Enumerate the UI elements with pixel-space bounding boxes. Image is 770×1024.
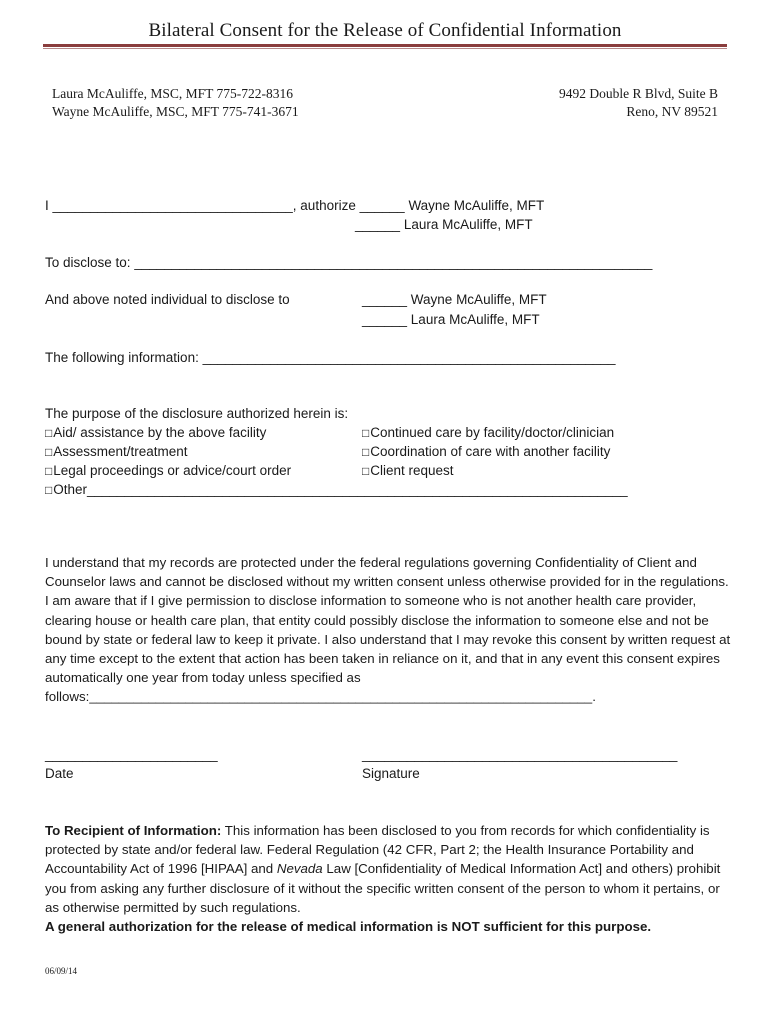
date-label: Date	[45, 766, 74, 781]
above-noted-label: And above noted individual to disclose to	[45, 292, 290, 307]
authorize-laura-line	[355, 215, 533, 234]
authorize-laura-field[interactable]: ______	[355, 217, 401, 232]
checkbox-icon[interactable]: □	[362, 445, 370, 459]
title-rule-thick	[43, 44, 727, 47]
document-title: Bilateral Consent for the Release of Confidential Information	[148, 20, 622, 41]
purpose-option-label: Assessment/treatment	[53, 444, 188, 459]
purpose-option-continued-care[interactable]	[362, 423, 614, 443]
following-info-line	[45, 348, 616, 367]
provider-wayne: Wayne McAuliffe, MSC, MFT 775-741-3671	[52, 104, 299, 119]
above-noted-wayne[interactable]: ______ Wayne McAuliffe, MFT	[362, 292, 547, 307]
recipient-text	[45, 821, 735, 917]
purpose-option-label: Continued care by facility/doctor/clinician	[370, 425, 615, 440]
provider-laura: Laura McAuliffe, MSC, MFT 775-722-8316	[52, 86, 293, 101]
recipient-state: Nevada	[276, 861, 323, 877]
checkbox-icon[interactable]: □	[45, 445, 53, 459]
checkbox-icon[interactable]: □	[45, 426, 53, 440]
purpose-heading: The purpose of the disclosure authorized herein is:	[45, 406, 349, 421]
understanding-paragraph	[45, 553, 735, 707]
date-line[interactable]: _______________________	[45, 747, 218, 762]
checkbox-icon[interactable]: □	[362, 464, 370, 478]
signature-line[interactable]: __________________________________________	[362, 747, 678, 762]
purpose-option-assessment[interactable]	[45, 442, 188, 462]
recipient-bold-notice	[45, 917, 735, 936]
following-info-field[interactable]: _______________________________________________________	[202, 350, 616, 365]
signature-label: Signature	[362, 766, 420, 781]
purpose-option-aid[interactable]	[45, 423, 266, 443]
authorize-wayne-label: Wayne McAuliffe, MFT	[408, 198, 545, 213]
address-line1: 9492 Double R Blvd, Suite B	[558, 86, 718, 101]
purpose-option-coordination[interactable]	[362, 442, 610, 462]
recipient-bold-text: A general authorization for the release of medical information is NOT sufficient for this purpose.	[45, 919, 652, 935]
following-info-label: The following information:	[45, 350, 199, 365]
checkbox-icon[interactable]: □	[45, 464, 53, 478]
purpose-option-label: Other________________________________________________________________________	[53, 482, 628, 497]
purpose-option-other[interactable]	[45, 480, 628, 500]
authorize-wayne-field[interactable]: ______	[359, 198, 405, 213]
purpose-option-client-request[interactable]	[362, 461, 454, 481]
checkbox-icon[interactable]: □	[362, 426, 370, 440]
recipient-notice	[45, 821, 735, 936]
footer-date: 06/09/14	[45, 966, 78, 976]
recipient-text-part2: Law [Confidentiality of Medical Information Act] and others) prohibit you from asking any further disclosure of it without the specific written consent of the person to whom it pertains, or as otherwise permitted by such regulations.	[45, 861, 721, 915]
disclose-to-field[interactable]: _____________________________________________________________________	[134, 255, 653, 270]
disclose-to-line	[45, 253, 652, 272]
authorize-text: , authorize	[292, 198, 356, 213]
authorize-line	[45, 196, 544, 215]
purpose-option-label: Coordination of care with another facility	[370, 444, 611, 459]
recipient-label: To Recipient of Information:	[45, 823, 222, 838]
purpose-option-label: Aid/ assistance by the above facility	[53, 425, 267, 440]
recipient-text-part1: This information has been disclosed to you from records for which confidentiality is protected by state and/or federal law. Federal Regulation (42 CFR, Part 2; the Health Insurance Portability and Accountability Act of 1996 [HIPAA] and	[45, 823, 710, 877]
address-line2: Reno, NV 89521	[626, 104, 718, 119]
authorize-prefix: I	[45, 198, 49, 213]
understanding-text: I understand that my records are protected under the federal regulations governing Confidentiality of Client and Counselor laws and cannot be disclosed without my written consent unless otherwise provided for in the regulations. I am aware that if I give permission to disclose information to someone who is not another health care provider, clearing house or health care plan, that entity could possibly disclose the information to someone else and not be bound by state or federal law to keep it private. I also understand that I may revoke this consent by written request at any time except to the extent that action has been taken in reliance on it, and that in any event this consent expires automatically one year from today unless specified as follows:____________________________________________________________________.	[45, 555, 731, 705]
purpose-option-legal[interactable]	[45, 461, 291, 481]
client-name-field[interactable]: ________________________________	[52, 198, 293, 213]
checkbox-icon[interactable]: □	[45, 483, 53, 497]
authorize-laura-label: Laura McAuliffe, MFT	[403, 217, 533, 232]
purpose-option-label: Legal proceedings or advice/court order	[53, 463, 292, 478]
disclose-to-label: To disclose to:	[45, 255, 131, 270]
above-noted-laura[interactable]: ______ Laura McAuliffe, MFT	[362, 312, 540, 327]
purpose-option-label: Client request	[370, 463, 454, 478]
title-rule-thin	[43, 48, 727, 49]
